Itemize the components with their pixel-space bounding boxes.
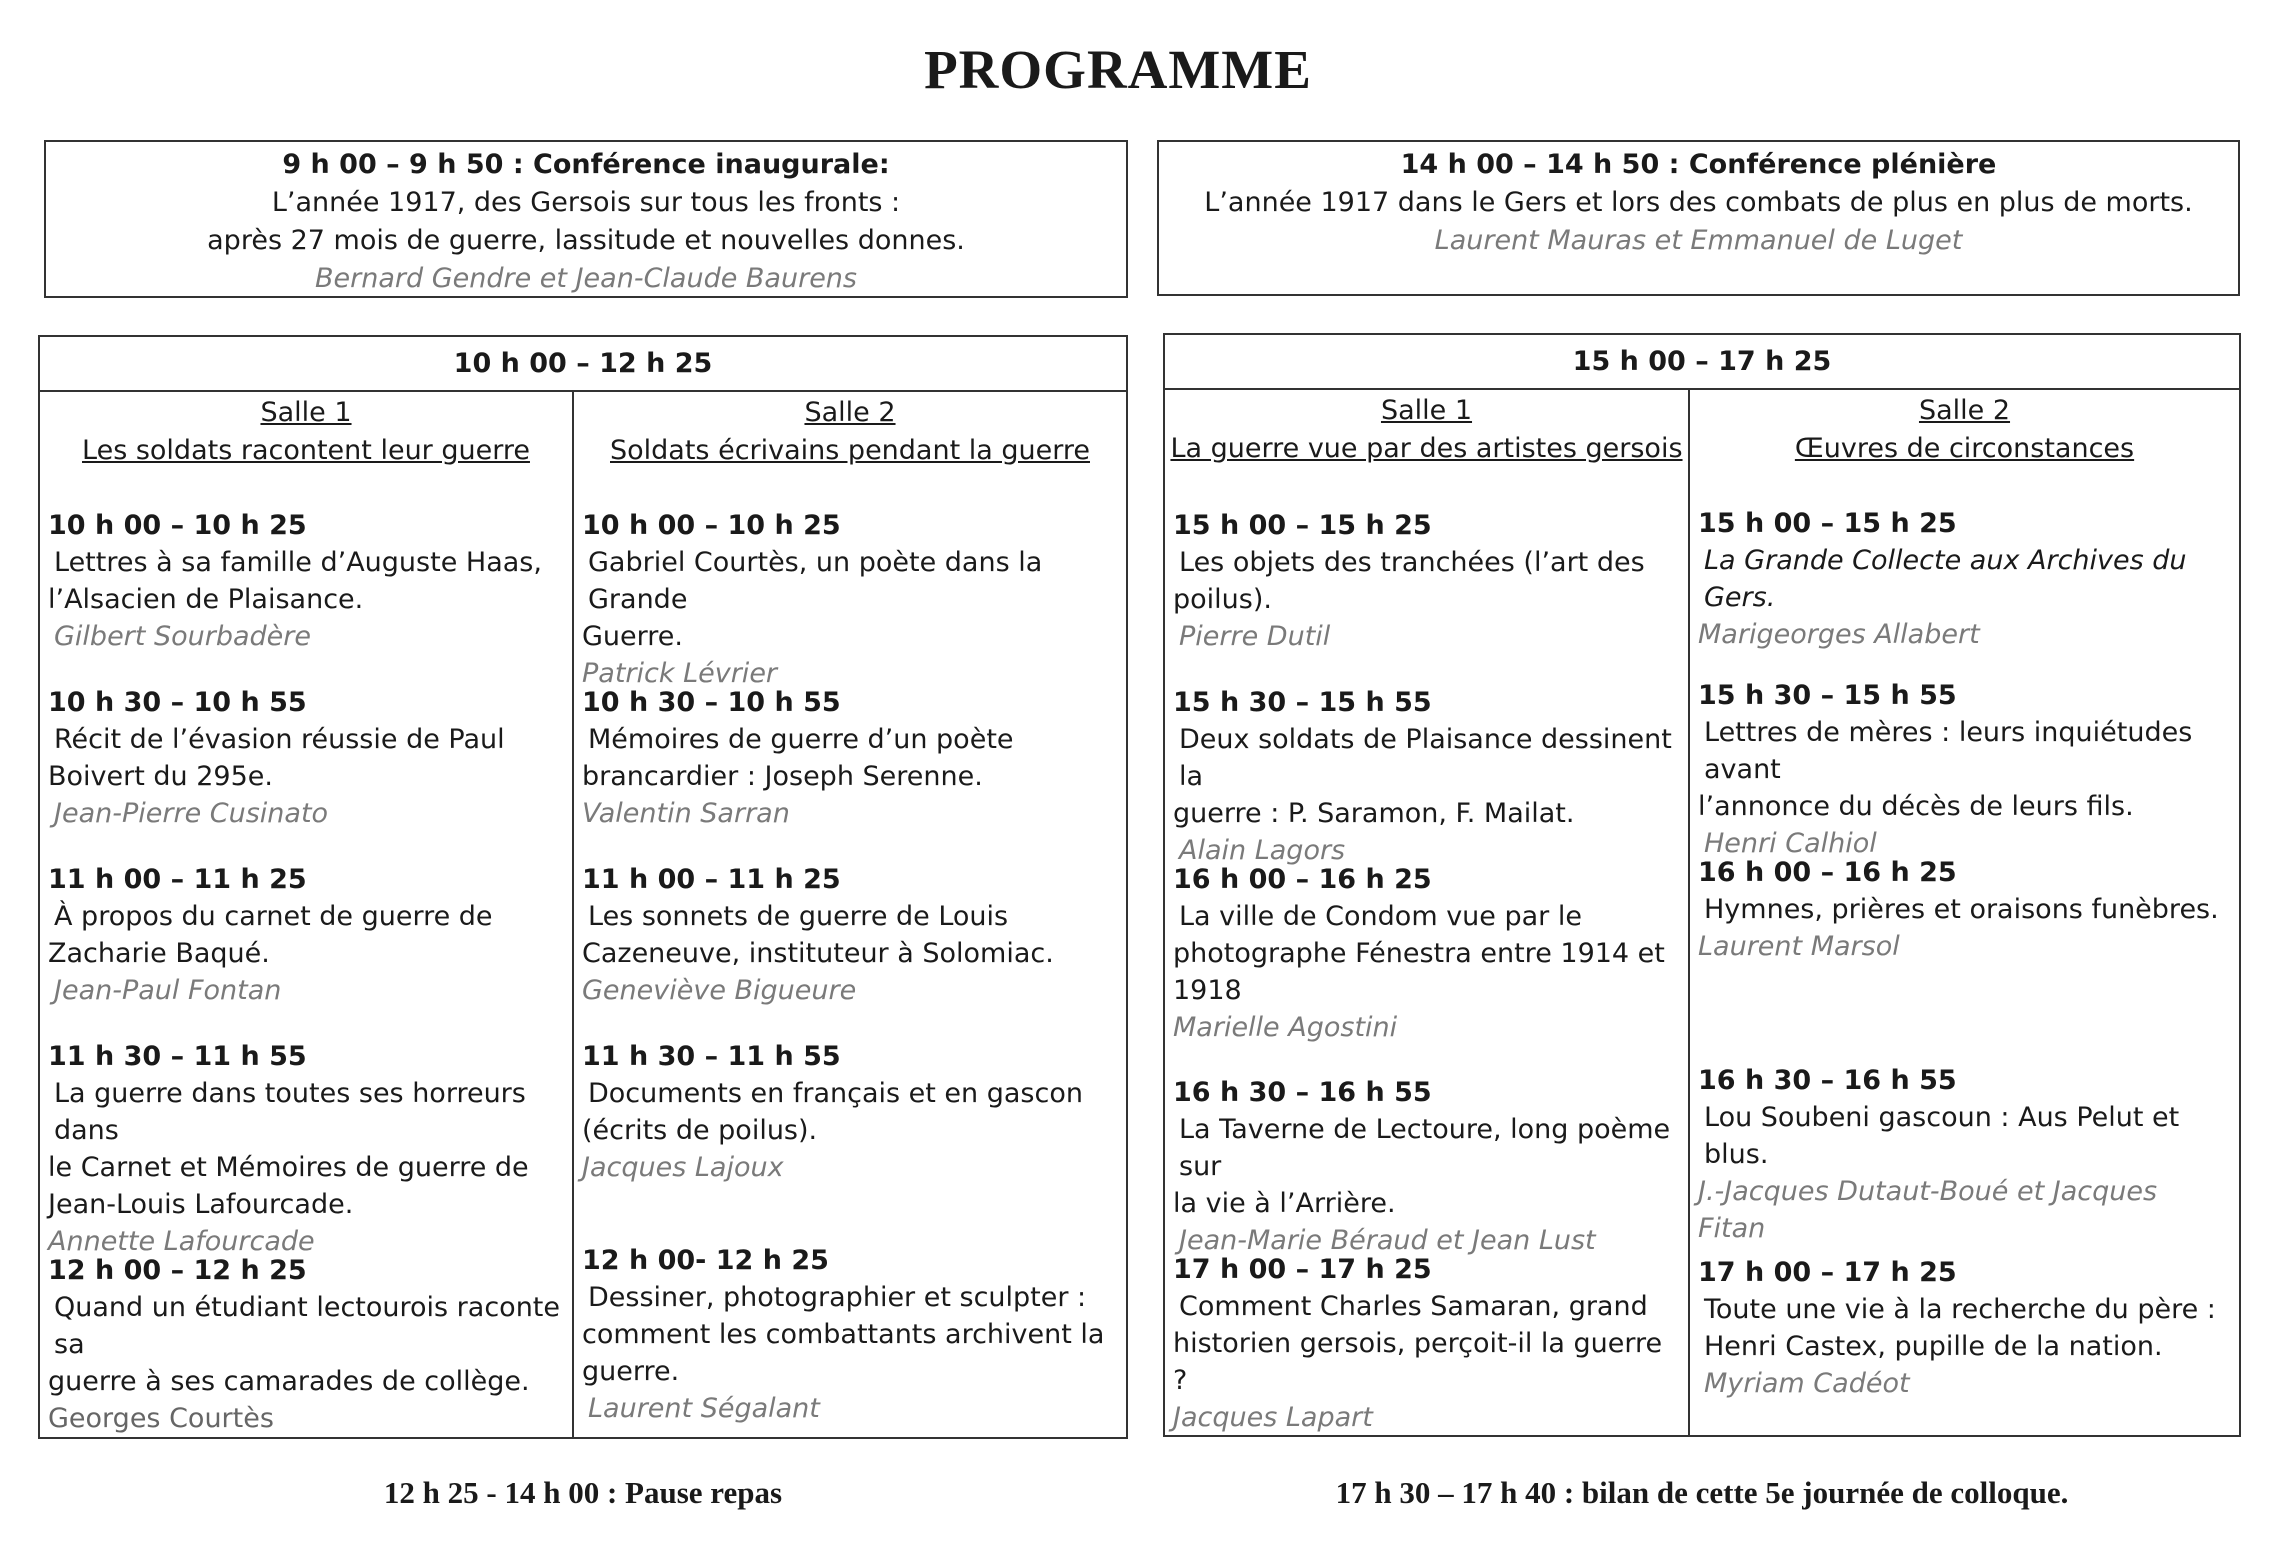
talk-author: Pierre Dutil [1179, 621, 1331, 652]
talk-time: 10 h 00 – 10 h 25 [582, 510, 841, 541]
talk-title: 1918 [1173, 975, 1242, 1006]
closing-note: 17 h 30 – 17 h 40 : bilan de cette 5e journée de colloque. [1335, 1475, 2069, 1510]
morning-conference-box [44, 140, 1128, 298]
talk-title: Lettres de mères : leurs inquiétudes avant [1704, 717, 2193, 785]
talk-author: Georges Courtès [48, 1403, 274, 1434]
afternoon-salle1-column [1165, 388, 1688, 1435]
conference-authors: Bernard Gendre et Jean-Claude Baurens [315, 263, 857, 294]
morning-session-table [38, 335, 1128, 1439]
conference-line: L’année 1917, des Gersois sur tous les fronts : [271, 187, 901, 218]
talk-author: Geneviève Bigueure [582, 975, 857, 1006]
talk-item [1698, 1254, 2231, 1402]
conference-heading: 14 h 00 – 14 h 50 : Conférence plénière [1400, 149, 1997, 180]
talk-author: Jacques Lajoux [582, 1152, 784, 1183]
talk-title: Quand un étudiant lectourois raconte sa [54, 1292, 560, 1360]
talk-title: Henri Castex, pupille de la nation. [1704, 1331, 2163, 1362]
talk-item [1173, 684, 1680, 869]
talk-time: 10 h 30 – 10 h 55 [48, 687, 307, 718]
talk-time: 15 h 30 – 15 h 55 [1173, 687, 1432, 718]
conference-line: après 27 mois de guerre, lassitude et nouvelles donnes. [207, 225, 965, 256]
talk-title: comment les combattants archivent la [582, 1319, 1105, 1350]
talk-author: Valentin Sarran [582, 798, 790, 829]
talk-title: Zacharie Baqué. [48, 938, 270, 969]
talk-title [48, 758, 564, 795]
afternoon-salle2-column [1690, 388, 2239, 1435]
talk-time: 16 h 00 – 16 h 25 [1173, 864, 1432, 895]
talk-author: Myriam Cadéot [1704, 1368, 1910, 1399]
conference-line: L’année 1917 dans le Gers et lors des combats de plus en plus de morts. [1204, 187, 2193, 218]
talk-time: 16 h 00 – 16 h 25 [1698, 857, 1957, 888]
conference-heading: 9 h 00 – 9 h 50 : Conférence inaugurale: [282, 149, 890, 180]
talk-title: La Grande Collecte aux Archives du Gers. [1704, 545, 2187, 613]
talk-author: Marigeorges Allabert [1698, 619, 1980, 650]
talk-time: 10 h 30 – 10 h 55 [582, 687, 841, 718]
talk-title-part: Boivert du 295e. [48, 761, 273, 792]
salle-theme: Œuvres de circonstances [1794, 433, 2135, 464]
talk-item [48, 507, 564, 655]
talk-item [1173, 1251, 1680, 1436]
talk-time: 11 h 00 – 11 h 25 [48, 864, 307, 895]
talk-time: 12 h 00- 12 h 25 [582, 1245, 829, 1276]
morning-salle2-column [574, 390, 1126, 1437]
talk-item [1173, 1074, 1680, 1259]
talk-author: Henri Calhiol [1704, 828, 1877, 859]
talk-time: 15 h 00 – 15 h 25 [1173, 510, 1432, 541]
talk-item [582, 861, 1118, 1009]
salle-label: Salle 1 [1380, 395, 1473, 426]
afternoon-session-table [1163, 333, 2241, 1437]
talk-item [1698, 677, 2231, 862]
talk-item [582, 1038, 1118, 1186]
talk-title: guerre. [582, 1356, 680, 1387]
talk-time: 11 h 30 – 11 h 55 [582, 1041, 841, 1072]
conference-authors: Laurent Mauras et Emmanuel de Luget [1434, 225, 1963, 256]
talk-title: guerre à ses camarades de collège. [48, 1366, 530, 1397]
talk-time: 17 h 00 – 17 h 25 [1698, 1257, 1957, 1288]
talk-author: Jean-Pierre Cusinato [54, 798, 329, 829]
talk-title: Hymnes, prières et oraisons funèbres. [1704, 894, 2219, 925]
talk-author: Alain Lagors [1179, 835, 1346, 866]
talk-title: Toute une vie à la recherche du père : [1704, 1294, 2216, 1325]
talk-time: 15 h 00 – 15 h 25 [1698, 508, 1957, 539]
talk-title: Mémoires de guerre d’un poète [588, 724, 1014, 755]
talk-title: Lettres à sa famille d’Auguste Haas, [54, 547, 542, 578]
talk-time: 11 h 00 – 11 h 25 [582, 864, 841, 895]
session-time-header: 10 h 00 – 12 h 25 [40, 337, 1126, 392]
afternoon-conference-box [1157, 140, 2240, 296]
talk-title: La guerre dans toutes ses horreurs dans [54, 1078, 526, 1146]
talk-title: La Taverne de Lectoure, long poème sur [1179, 1114, 1671, 1182]
talk-item [48, 861, 564, 1009]
talk-title: Documents en français et en gascon [588, 1078, 1083, 1109]
talk-item [1698, 505, 2231, 653]
talk-title: Gabriel Courtès, un poète dans la Grande [588, 547, 1043, 615]
talk-title: Deux soldats de Plaisance dessinent la [1179, 724, 1672, 792]
talk-item [48, 684, 564, 832]
talk-item [582, 1242, 1118, 1427]
talk-time: 10 h 00 – 10 h 25 [48, 510, 307, 541]
lunch-break-note: 12 h 25 - 14 h 00 : Pause repas [383, 1475, 783, 1510]
talk-title: poilus). [1173, 584, 1272, 615]
talk-author: Annette Lafourcade [48, 1226, 315, 1257]
talk-title: Comment Charles Samaran, grand [1179, 1291, 1648, 1322]
salle-theme: Soldats écrivains pendant la guerre [610, 435, 1090, 466]
talk-author: Patrick Lévrier [582, 658, 778, 689]
talk-item [582, 507, 1118, 692]
talk-title: le Carnet et Mémoires de guerre de [48, 1152, 529, 1183]
talk-author: Laurent Ségalant [588, 1393, 820, 1424]
talk-item [48, 1038, 564, 1260]
talk-title: Dessiner, photographier et sculpter : [588, 1282, 1087, 1313]
talk-title: À propos du carnet de guerre de [54, 901, 493, 932]
talk-title: Guerre. [582, 621, 683, 652]
talk-title: Cazeneuve, instituteur à Solomiac. [582, 938, 1054, 969]
salle-label: Salle 1 [260, 397, 352, 428]
talk-item [48, 1252, 564, 1437]
salle-label: Salle 2 [1918, 395, 2011, 426]
talk-time: 16 h 30 – 16 h 55 [1173, 1077, 1432, 1108]
talk-item [582, 684, 1118, 832]
talk-author: Marielle Agostini [1173, 1012, 1398, 1043]
talk-time: 11 h 30 – 11 h 55 [48, 1041, 307, 1072]
talk-title: La ville de Condom vue par le [1179, 901, 1582, 932]
talk-item [1173, 861, 1680, 1046]
talk-title: Les sonnets de guerre de Louis [588, 901, 1009, 932]
salle-theme: Les soldats racontent leur guerre [82, 435, 530, 466]
session-time-header: 15 h 00 – 17 h 25 [1165, 335, 2239, 390]
talk-title: Jean-Louis Lafourcade. [48, 1189, 354, 1220]
talk-title: photographe Fénestra entre 1914 et [1173, 938, 1665, 969]
talk-item [1698, 1062, 2231, 1247]
salle-label: Salle 2 [804, 397, 896, 428]
talk-author: Jean-Marie Béraud et Jean Lust [1179, 1225, 1596, 1256]
talk-title: l’Alsacien de Plaisance. [48, 584, 364, 615]
talk-author: Gilbert Sourbadère [54, 621, 311, 652]
talk-time: 16 h 30 – 16 h 55 [1698, 1065, 1957, 1096]
talk-author: J.-Jacques Dutaut-Boué et Jacques Fitan [1698, 1176, 2158, 1244]
talk-title: historien gersois, perçoit-il la guerre ? [1173, 1328, 1663, 1396]
talk-time: 15 h 30 – 15 h 55 [1698, 680, 1957, 711]
talk-title: (écrits de poilus). [582, 1115, 818, 1146]
morning-salle1-column [40, 390, 572, 1437]
talk-title: brancardier : Joseph Serenne. [582, 761, 983, 792]
talk-item [1698, 854, 2231, 965]
page-title: PROGRAMME [924, 39, 1312, 100]
talk-author: Jacques Lapart [1173, 1402, 1373, 1433]
talk-author: Laurent Marsol [1698, 931, 1900, 962]
talk-author: Jean-Paul Fontan [54, 975, 282, 1006]
talk-title: l’annonce du décès de leurs fils. [1698, 791, 2134, 822]
talk-title: la vie à l’Arrière. [1173, 1188, 1396, 1219]
talk-title: guerre : P. Saramon, F. Mailat. [1173, 798, 1575, 829]
talk-time: 12 h 00 – 12 h 25 [48, 1255, 307, 1286]
salle-theme: La guerre vue par des artistes gersois [1170, 433, 1683, 464]
talk-item [1173, 507, 1680, 655]
talk-title: Lou Soubeni gascoun : Aus Pelut et blus. [1704, 1102, 2180, 1170]
talk-title: Récit de l’évasion réussie de Paul [54, 724, 505, 755]
talk-time: 17 h 00 – 17 h 25 [1173, 1254, 1432, 1285]
talk-title: Les objets des tranchées (l’art des [1179, 547, 1645, 578]
